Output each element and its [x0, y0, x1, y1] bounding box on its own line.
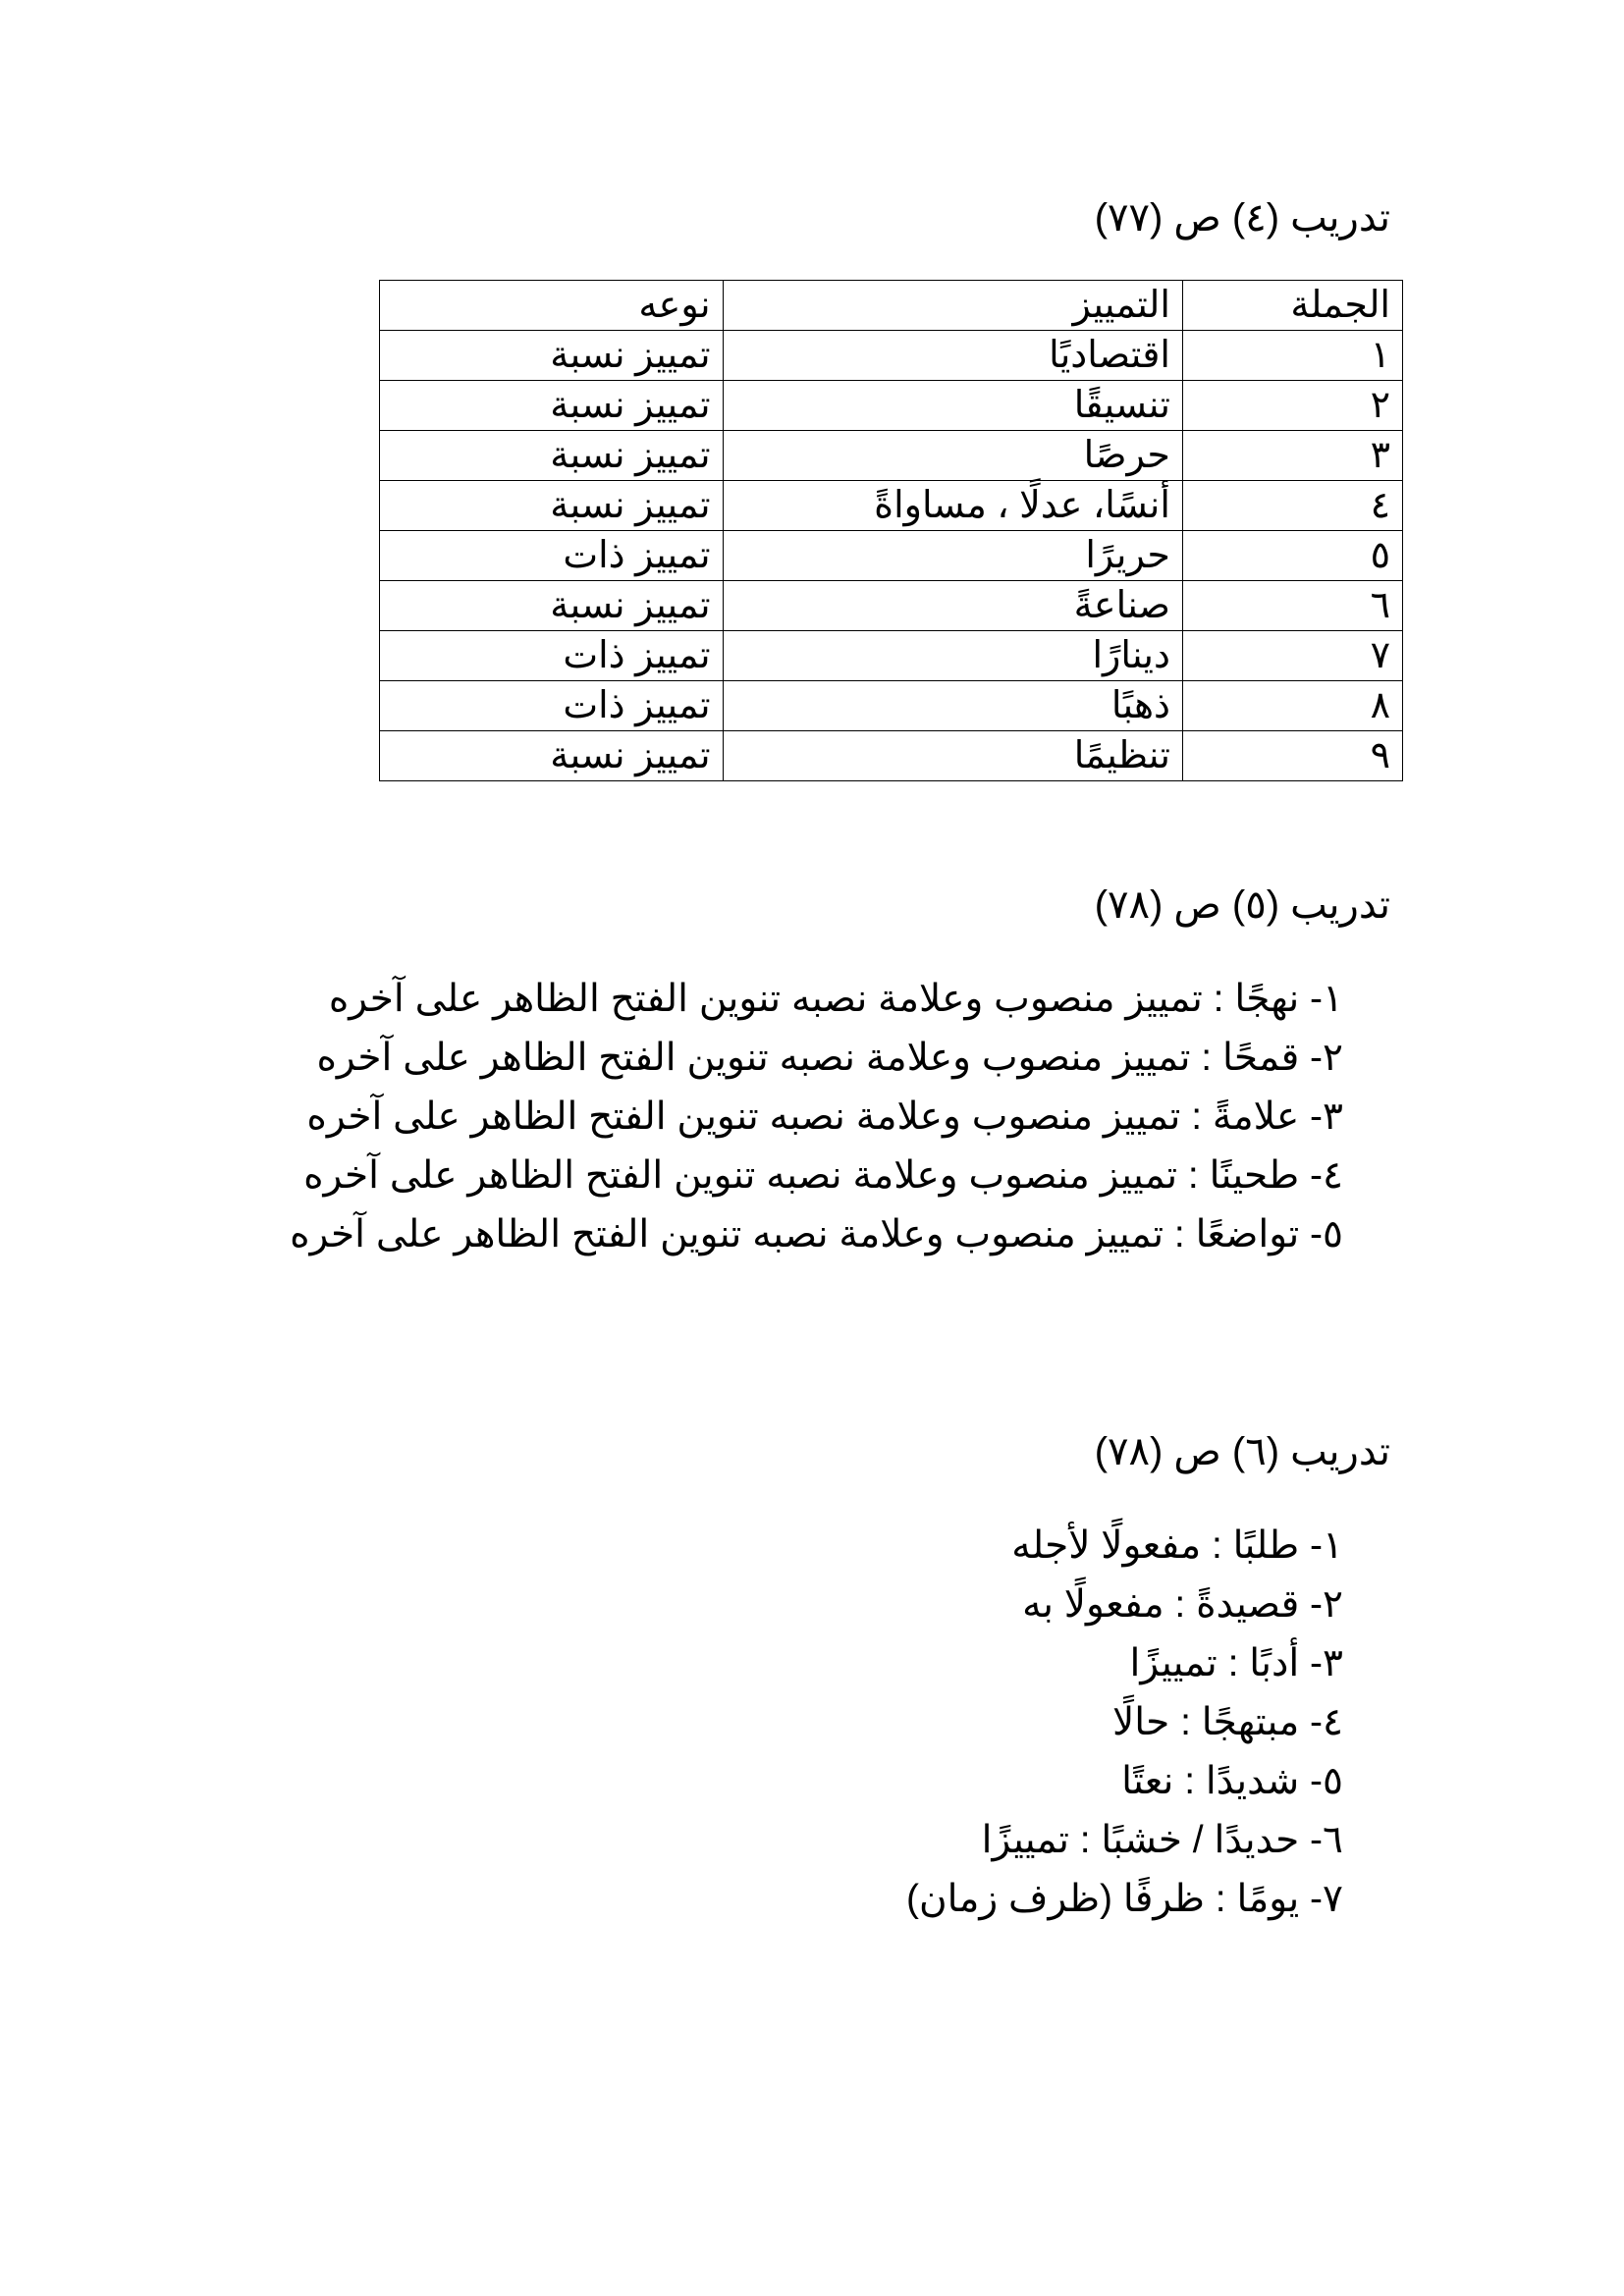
table-row: [380, 581, 1403, 631]
cell-sentence-number: ٥: [1182, 531, 1402, 581]
table-row: [380, 731, 1403, 781]
table-row: [380, 331, 1403, 381]
header-sentence: الجملة: [1182, 281, 1402, 331]
table-row: [380, 531, 1403, 581]
cell-sentence-number: ٤: [1182, 481, 1402, 531]
list-item: ٦- حديدًا / خشبًا : تمييزًا: [981, 1819, 1343, 1861]
list-item: ٧- يومًا : ظرفًا (ظرف زمان): [905, 1878, 1343, 1920]
table-row: [380, 481, 1403, 531]
list-item: ٣- علامةً : تمييز منصوب وعلامة نصبه تنوين الفتح الظاهر على آخره: [306, 1095, 1343, 1138]
cell-tamyeez: صناعةً: [723, 581, 1182, 631]
cell-type: تمييز نسبة: [380, 331, 724, 381]
list-item: ٤- طحينًا : تمييز منصوب وعلامة نصبه تنوين الفتح الظاهر على آخره: [303, 1154, 1343, 1197]
list-item: ٥- شديدًا : نعتًا: [1121, 1760, 1343, 1802]
table-row: [380, 681, 1403, 731]
exercise-4-heading: تدريب (٤) ص (٧٧): [1094, 196, 1390, 240]
list-item: ٥- تواضعًا : تمييز منصوب وعلامة نصبه تنوين الفتح الظاهر على آخره: [290, 1213, 1343, 1255]
cell-tamyeez: تنظيمًا: [723, 731, 1182, 781]
header-type: نوعه: [380, 281, 724, 331]
cell-sentence-number: ١: [1182, 331, 1402, 381]
list-item: ٣- أدبًا : تمييزًا: [1129, 1642, 1343, 1684]
cell-type: تمييز نسبة: [380, 431, 724, 481]
cell-tamyeez: دينارًا: [723, 631, 1182, 681]
list-item: ٤- مبتهجًا : حالًا: [1112, 1701, 1343, 1743]
cell-sentence-number: ٨: [1182, 681, 1402, 731]
exercise-5-answers: [290, 970, 1343, 1264]
cell-type: تمييز ذات: [380, 631, 724, 681]
table-row: [380, 381, 1403, 431]
cell-tamyeez: حريرًا: [723, 531, 1182, 581]
table-header-row: [380, 281, 1403, 331]
header-tamyeez: التمييز: [723, 281, 1182, 331]
cell-sentence-number: ٣: [1182, 431, 1402, 481]
list-item: ٢- قصيدةً : مفعولًا به: [1022, 1583, 1343, 1626]
exercise-6-answers: [906, 1517, 1343, 1929]
list-item: ١- طلبًا : مفعولًا لأجله: [1011, 1524, 1343, 1567]
list-item: ٢- قمحًا : تمييز منصوب وعلامة نصبه تنوين الفتح الظاهر على آخره: [316, 1037, 1343, 1079]
cell-type: تمييز ذات: [380, 531, 724, 581]
cell-tamyeez: ذهبًا: [723, 681, 1182, 731]
exercise-5-heading: تدريب (٥) ص (٧٨): [1094, 883, 1390, 927]
cell-type: تمييز نسبة: [380, 481, 724, 531]
exercise-6-heading: تدريب (٦) ص (٧٨): [1094, 1430, 1390, 1473]
tamyeez-table: [379, 280, 1403, 781]
cell-type: تمييز نسبة: [380, 731, 724, 781]
cell-type: تمييز نسبة: [380, 581, 724, 631]
cell-sentence-number: ٢: [1182, 381, 1402, 431]
table-row: [380, 431, 1403, 481]
cell-sentence-number: ٩: [1182, 731, 1402, 781]
cell-sentence-number: ٧: [1182, 631, 1402, 681]
cell-type: تمييز ذات: [380, 681, 724, 731]
cell-sentence-number: ٦: [1182, 581, 1402, 631]
cell-tamyeez: اقتصاديًا: [723, 331, 1182, 381]
cell-tamyeez: حرصًا: [723, 431, 1182, 481]
cell-tamyeez: تنسيقًا: [723, 381, 1182, 431]
cell-type: تمييز نسبة: [380, 381, 724, 431]
table-row: [380, 631, 1403, 681]
cell-tamyeez: أنسًا، عدلًا ، مساواةً: [723, 481, 1182, 531]
list-item: ١- نهجًا : تمييز منصوب وعلامة نصبه تنوين الفتح الظاهر على آخره: [328, 978, 1343, 1020]
